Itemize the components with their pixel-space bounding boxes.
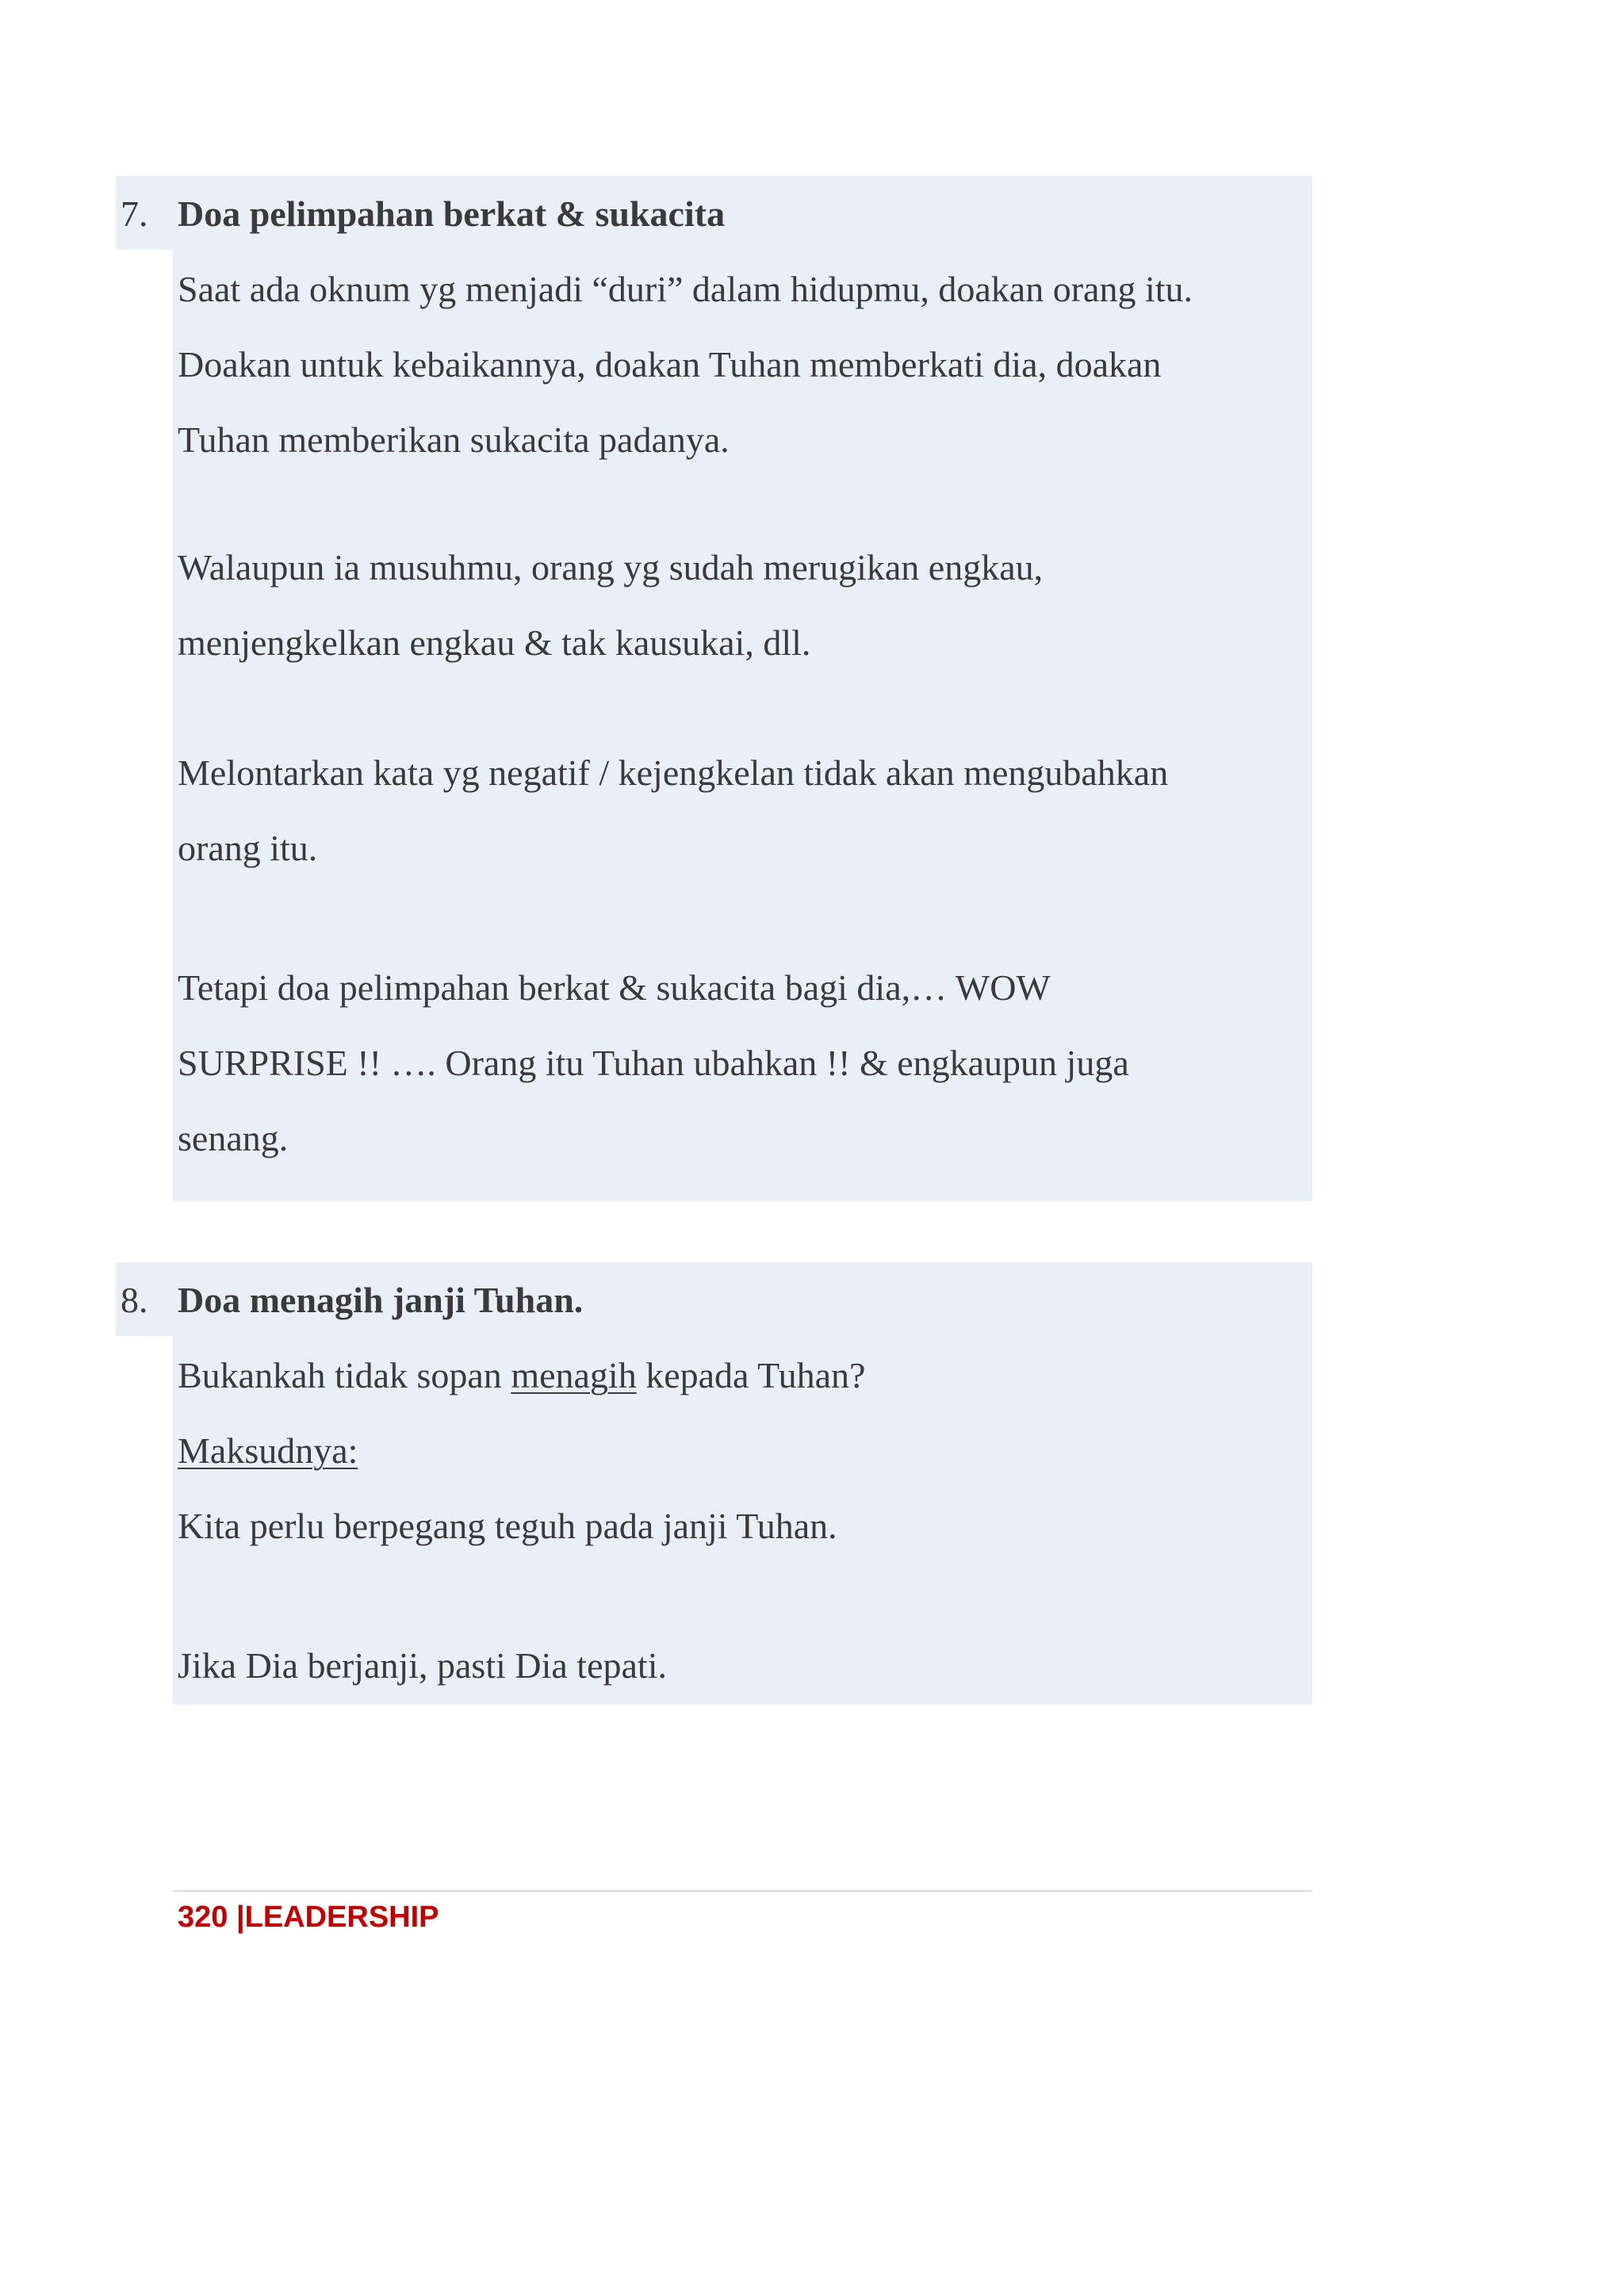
paragraph-line <box>178 1413 1304 1488</box>
paragraph-line: Doakan untuk kebaikannya, doakan Tuhan memberkati dia, doakan <box>178 344 1162 385</box>
paragraph-line: SURPRISE !! …. Orang itu Tuhan ubahkan !! & engkaupun juga <box>178 1043 1129 1083</box>
paragraph-line: Melontarkan kata yg negatif / kejengkelan tidak akan mengubahkan <box>178 752 1169 793</box>
section-number: 8. <box>121 1280 148 1320</box>
text-run: Bukankah tidak sopan <box>178 1355 511 1395</box>
paragraph-line: menjengkelkan engkau & tak kausukai, dll. <box>178 622 811 663</box>
paragraph-4 <box>178 950 1304 1176</box>
page-footer <box>178 1897 439 1938</box>
paragraph-2 <box>178 530 1304 680</box>
paragraph-line: Tetapi doa pelimpahan berkat & sukacita bagi dia,… WOW <box>178 967 1051 1008</box>
section-title: Doa menagih janji Tuhan. <box>178 1280 584 1320</box>
footer-rule <box>173 1890 1312 1892</box>
footer-separator: | <box>236 1901 245 1934</box>
paragraph-line: Saat ada oknum yg menjadi “duri” dalam hidupmu, doakan orang itu. <box>178 269 1193 309</box>
underlined-word: menagih <box>511 1355 637 1395</box>
paragraph-line: orang itu. <box>178 828 318 868</box>
paragraph-line: senang. <box>178 1118 289 1158</box>
paragraph-1 <box>178 251 1304 477</box>
paragraph-line: Kita perlu berpegang teguh pada janji Tuhan. <box>178 1506 837 1546</box>
paragraph-line <box>178 1338 1304 1413</box>
page-number: 320 <box>178 1901 228 1934</box>
section-number: 7. <box>121 193 148 234</box>
footer-label: LEADERSHIP <box>244 1901 439 1934</box>
section-title: Doa pelimpahan berkat & sukacita <box>178 193 726 234</box>
paragraph-question <box>178 1338 1304 1564</box>
paragraph-promise <box>178 1628 1304 1703</box>
paragraph-line: Jika Dia berjanji, pasti Dia tepati. <box>178 1645 667 1686</box>
underlined-label: Maksudnya: <box>178 1430 358 1471</box>
paragraph-line: Tuhan memberikan sukacita padanya. <box>178 419 730 460</box>
paragraph-line: Walaupun ia musuhmu, orang yg sudah merugikan engkau, <box>178 547 1044 588</box>
paragraph-3 <box>178 735 1304 886</box>
text-run: kepada Tuhan? <box>636 1355 866 1395</box>
